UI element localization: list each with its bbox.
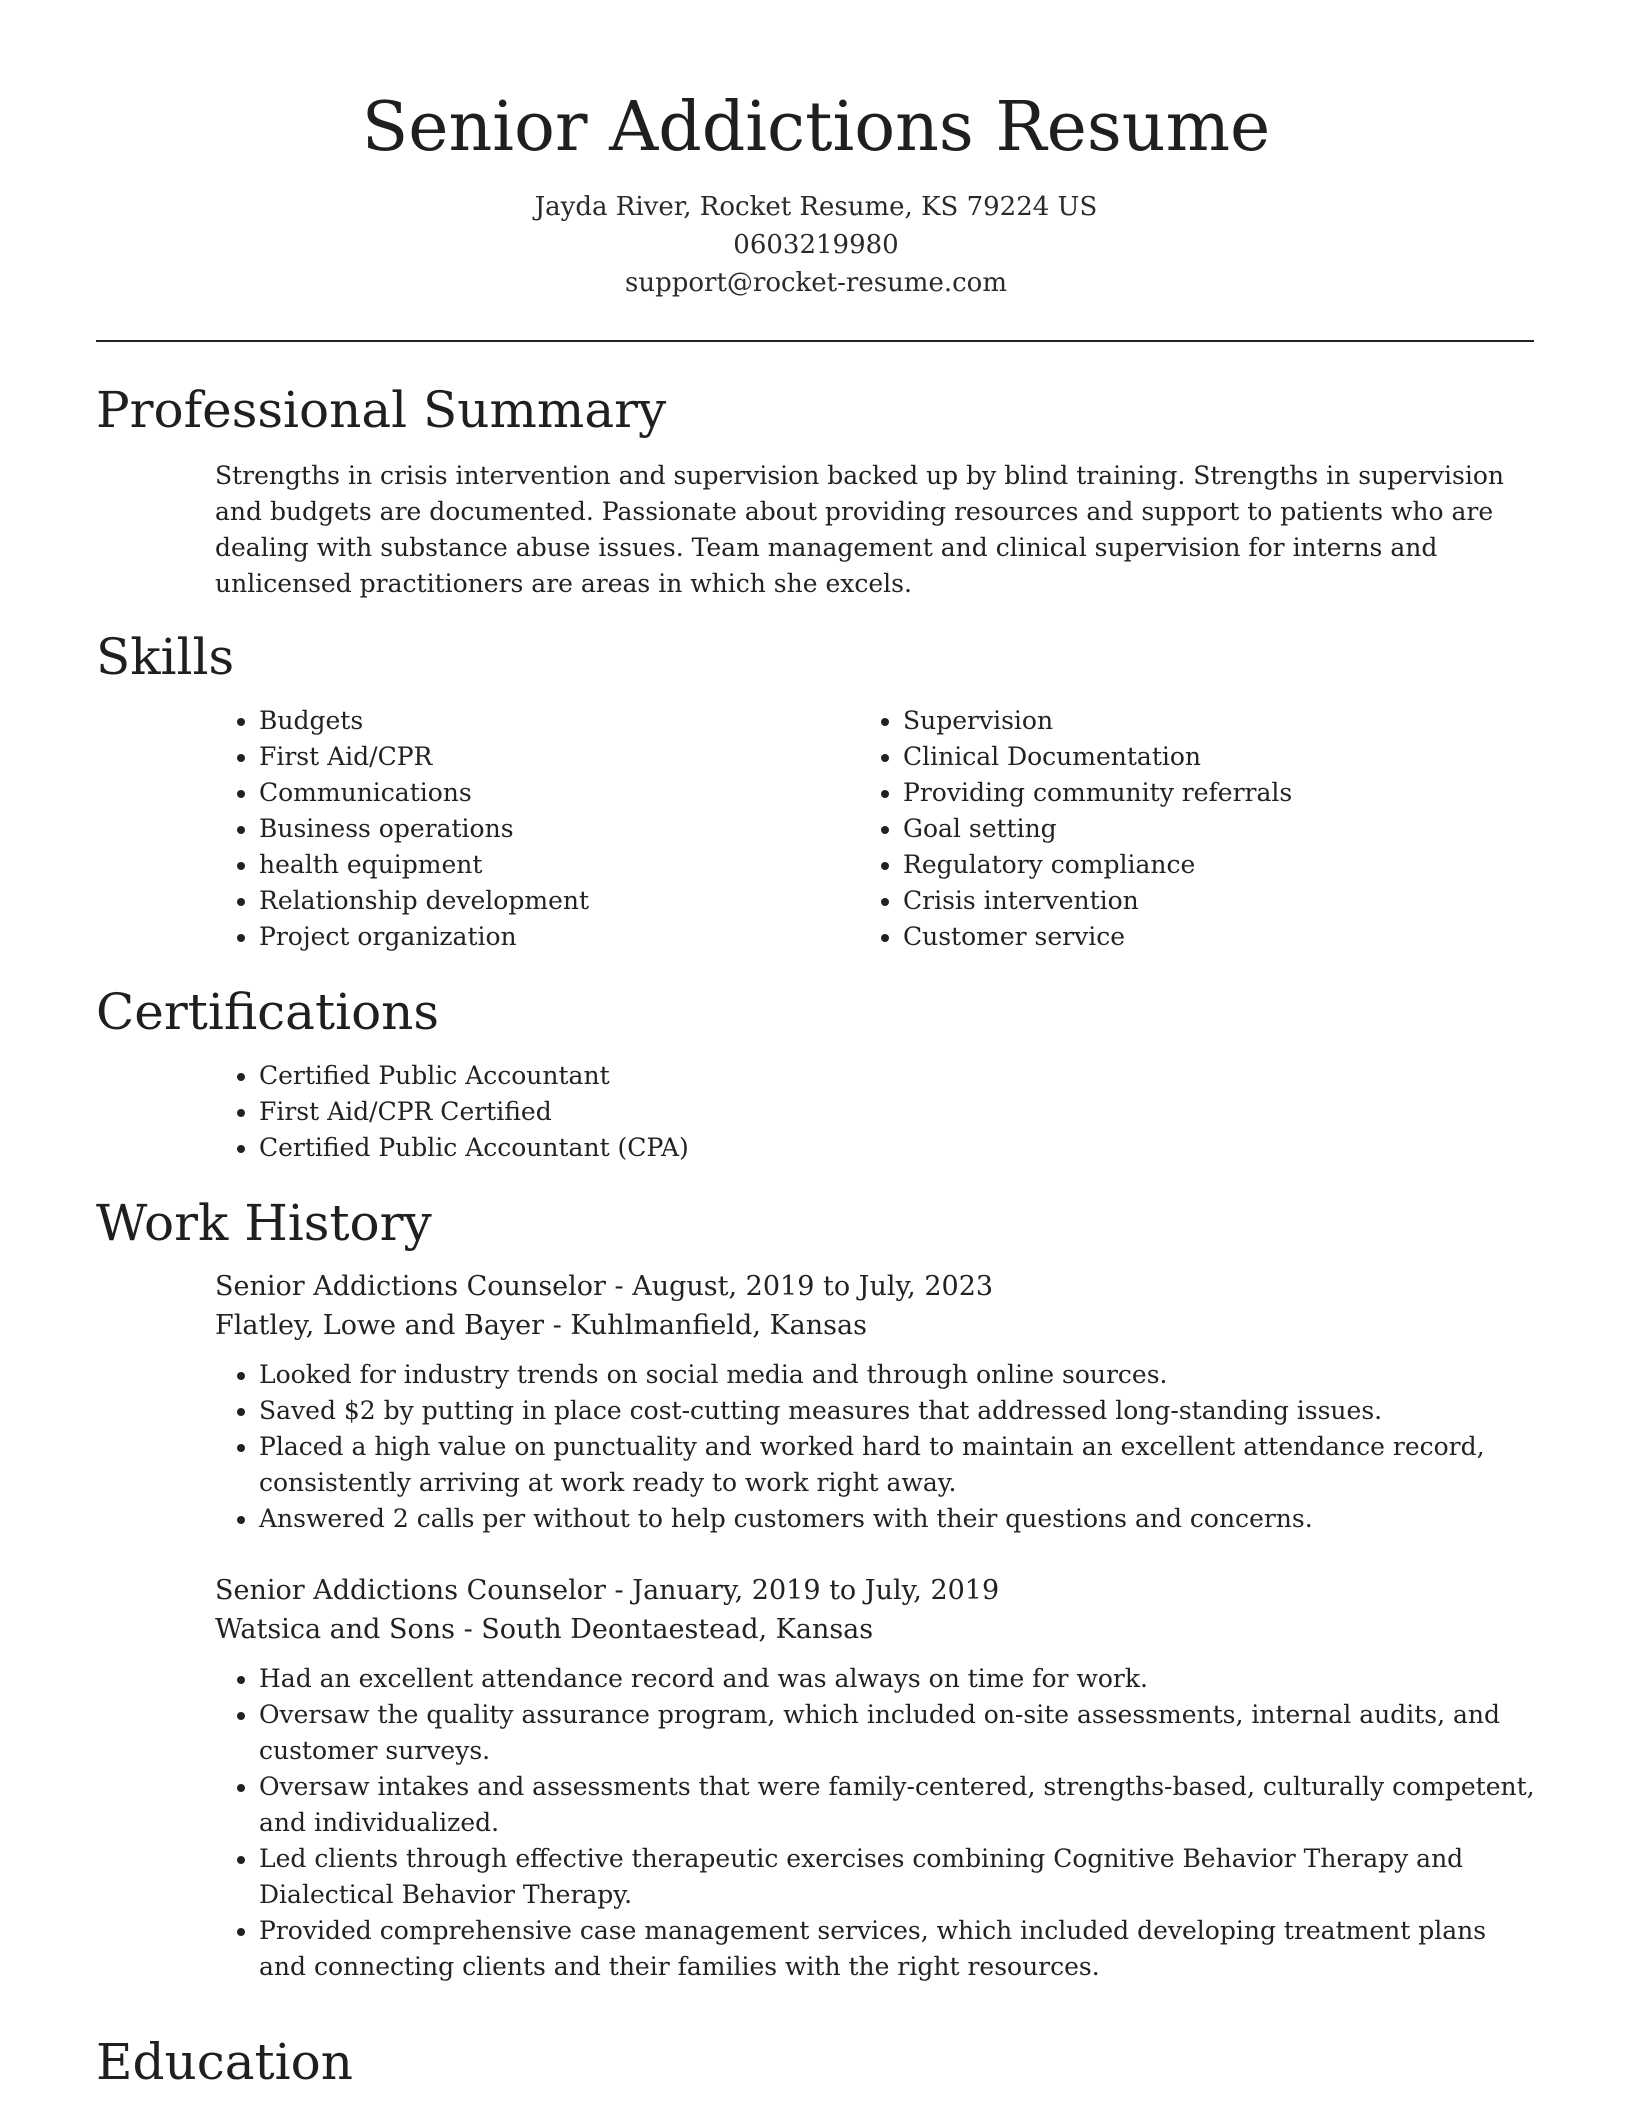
job-title-dates: Senior Addictions Counselor - August, 2019 to July, 2023 xyxy=(215,1271,994,1302)
skill-item: • Regulatory compliance xyxy=(903,847,1519,883)
contact-block xyxy=(0,188,1632,302)
job-bullet: • Led clients through effective therapeutic exercises combining Cognitive Behavior Therapy and Dialectical Behavior Therapy. xyxy=(259,1841,1535,1913)
job-bullet: • Had an excellent attendance record and was always on time for work. xyxy=(259,1661,1535,1697)
skill-item: • health equipment xyxy=(259,847,835,883)
certification-item: • First Aid/CPR Certified xyxy=(259,1094,1535,1130)
job-bullet: • Placed a high value on punctuality and worked hard to maintain an excellent attendance record, consistently arriving at work ready to work right away. xyxy=(259,1429,1535,1501)
job-bullet: • Saved $2 by putting in place cost-cutting measures that addressed long-standing issues. xyxy=(259,1393,1535,1429)
skill-item: • First Aid/CPR xyxy=(259,739,835,775)
job-bullet: • Oversaw intakes and assessments that were family-centered, strengths-based, culturally competent, and individualized. xyxy=(259,1769,1535,1841)
education-heading: Education xyxy=(96,2033,353,2091)
job-bullet: • Provided comprehensive case management services, which included developing treatment plans and connecting clients and their families with the right resources. xyxy=(259,1913,1535,1985)
job-entry xyxy=(215,1267,1535,1537)
resume-header xyxy=(0,0,1632,302)
certification-item: • Certified Public Accountant xyxy=(259,1058,1535,1094)
skill-item: • Budgets xyxy=(259,703,835,739)
work-history-heading: Work History xyxy=(96,1194,432,1252)
skill-item: • Communications xyxy=(259,775,835,811)
job-bullet: • Answered 2 calls per without to help customers with their questions and concerns. xyxy=(259,1501,1535,1537)
summary-heading: Professional Summary xyxy=(96,381,667,439)
job-entry xyxy=(215,1571,1535,1985)
skill-item: • Customer service xyxy=(903,919,1519,955)
skill-item: • Supervision xyxy=(903,703,1519,739)
skill-item: • Providing community referrals xyxy=(903,775,1519,811)
skill-item: • Project organization xyxy=(259,919,835,955)
contact-email: support@rocket-resume.com xyxy=(624,268,1007,298)
certification-item: • Certified Public Accountant (CPA) xyxy=(259,1130,1535,1166)
contact-phone: 0603219980 xyxy=(733,230,899,260)
job-company-location: Watsica and Sons - South Deontaestead, Kansas xyxy=(215,1614,874,1645)
contact-address: Jayda River, Rocket Resume, KS 79224 US xyxy=(534,192,1098,222)
skill-item: • Relationship development xyxy=(259,883,835,919)
job-company-location: Flatley, Lowe and Bayer - Kuhlmanfield, Kansas xyxy=(215,1310,867,1341)
skill-item: • Clinical Documentation xyxy=(903,739,1519,775)
resume-title: Senior Addictions Resume xyxy=(361,88,1271,167)
job-bullet: • Looked for industry trends on social media and through online sources. xyxy=(259,1357,1535,1393)
certifications-list xyxy=(215,1058,1535,1166)
certifications-heading: Certifications xyxy=(96,983,440,1041)
skill-item: • Crisis intervention xyxy=(903,883,1519,919)
skill-item: • Business operations xyxy=(259,811,835,847)
job-bullet: • Oversaw the quality assurance program, which included on-site assessments, internal audits, and customer surveys. xyxy=(259,1697,1535,1769)
skills-left-column xyxy=(215,703,835,955)
skills-heading: Skills xyxy=(96,628,235,686)
skill-item: • Goal setting xyxy=(903,811,1519,847)
header-divider xyxy=(96,340,1534,342)
summary-text: Strengths in crisis intervention and supervision backed up by blind training. Strengths in supervision and budgets are documented. Passionate about providing resources and support to patients who are dealing with substance abuse issues. Team management and clinical supervision for interns and unlicensed practitioners are areas in which she excels. xyxy=(215,461,1505,598)
skills-right-column xyxy=(859,703,1519,955)
job-title-dates: Senior Addictions Counselor - January, 2019 to July, 2019 xyxy=(215,1575,1000,1606)
